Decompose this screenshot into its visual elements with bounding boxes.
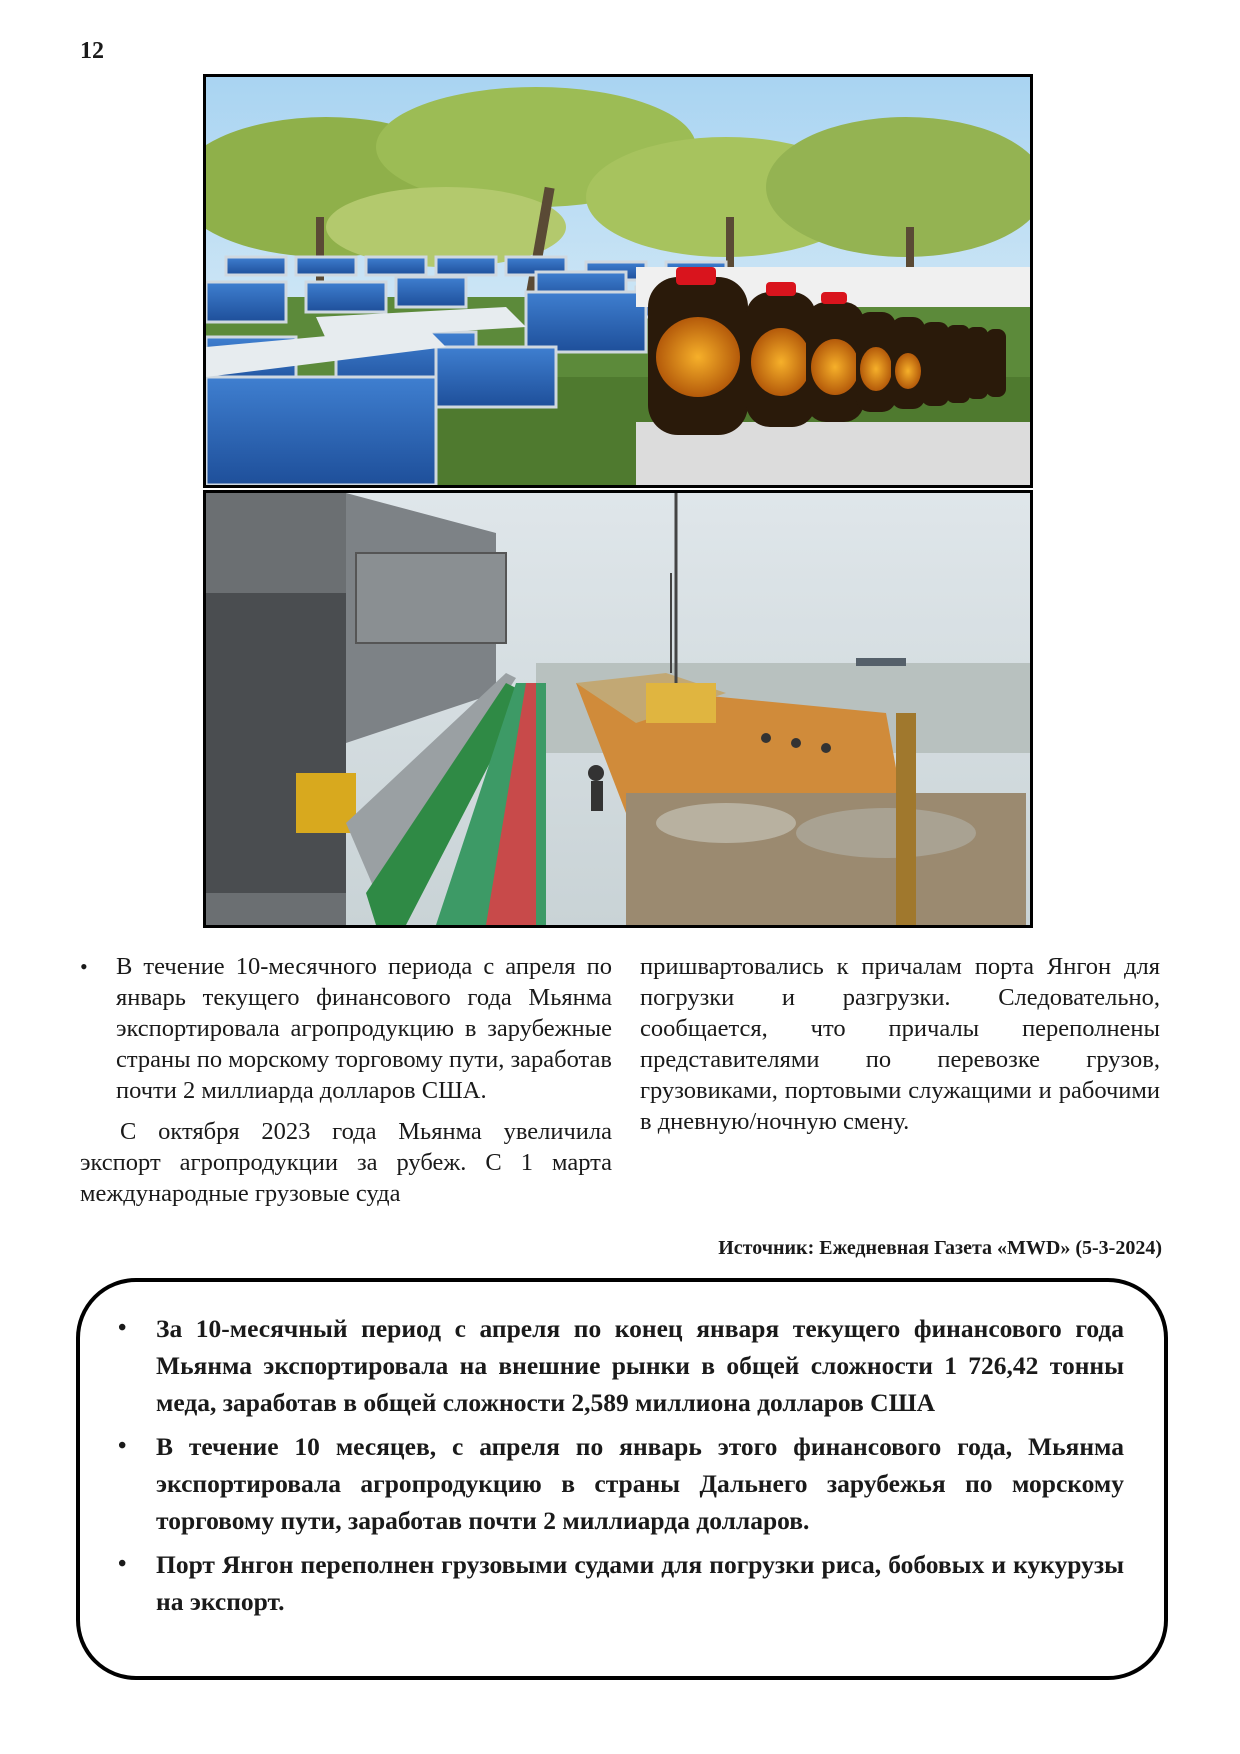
beehive-honey-photo: [203, 74, 1033, 488]
article-bullet-paragraph: [80, 951, 612, 1106]
article-right-column: [640, 951, 1160, 1147]
summary-item-text: Порт Янгон переполнен грузовыми судами для погрузки риса, бобовых и кукурузы на экспорт.: [156, 1550, 1124, 1616]
article-paragraph-1: В течение 10-месячного периода с апреля по январь текущего финансового года Мьянма экспортировала агропродукцию в зарубежные страны по морскому торговому пути, заработав почти 2 миллиарда долларов США.: [116, 953, 612, 1104]
article-left-column: [80, 951, 612, 1219]
article-paragraph-2: С октября 2023 года Мьянма увеличила экспорт агропродукции за рубеж. С 1 марта международные грузовые суда: [80, 1118, 612, 1207]
summary-list: [100, 1310, 1124, 1620]
bullet-mark: •: [80, 954, 88, 979]
article-paragraph-3: пришвартовались к причалам порта Янгон для погрузки и разгрузки. Следовательно, сообщается, что причалы переполнены представителями по перевозке грузов, грузовиками, портовыми служащими и рабочими в дневную/ночную смену.: [640, 953, 1160, 1135]
summary-item: [100, 1428, 1124, 1539]
bullet-mark: •: [118, 1433, 127, 1459]
summary-item: [100, 1546, 1124, 1620]
page-number: 12: [80, 38, 104, 64]
bullet-mark: •: [118, 1315, 127, 1341]
summary-box: [76, 1278, 1168, 1680]
port-cargo-ship-photo: [203, 490, 1033, 928]
article-source: Источник: Ежедневная Газета «MWD» (5-3-2024): [718, 1237, 1162, 1259]
bullet-mark: •: [118, 1551, 127, 1577]
summary-item: [100, 1310, 1124, 1421]
summary-item-text: За 10-месячный период с апреля по конец января текущего финансового года Мьянма экспортировала на внешние рынки в общей сложности 1 726,42 тонны меда, заработав в общей сложности 2,589 миллиона долларов США: [156, 1314, 1124, 1417]
summary-item-text: В течение 10 месяцев, с апреля по январь этого финансового года, Мьянма экспортировала агропродукцию в страны Дальнего зарубежья по морскому торговому пути, заработав почти 2 миллиарда долларов.: [156, 1432, 1124, 1535]
